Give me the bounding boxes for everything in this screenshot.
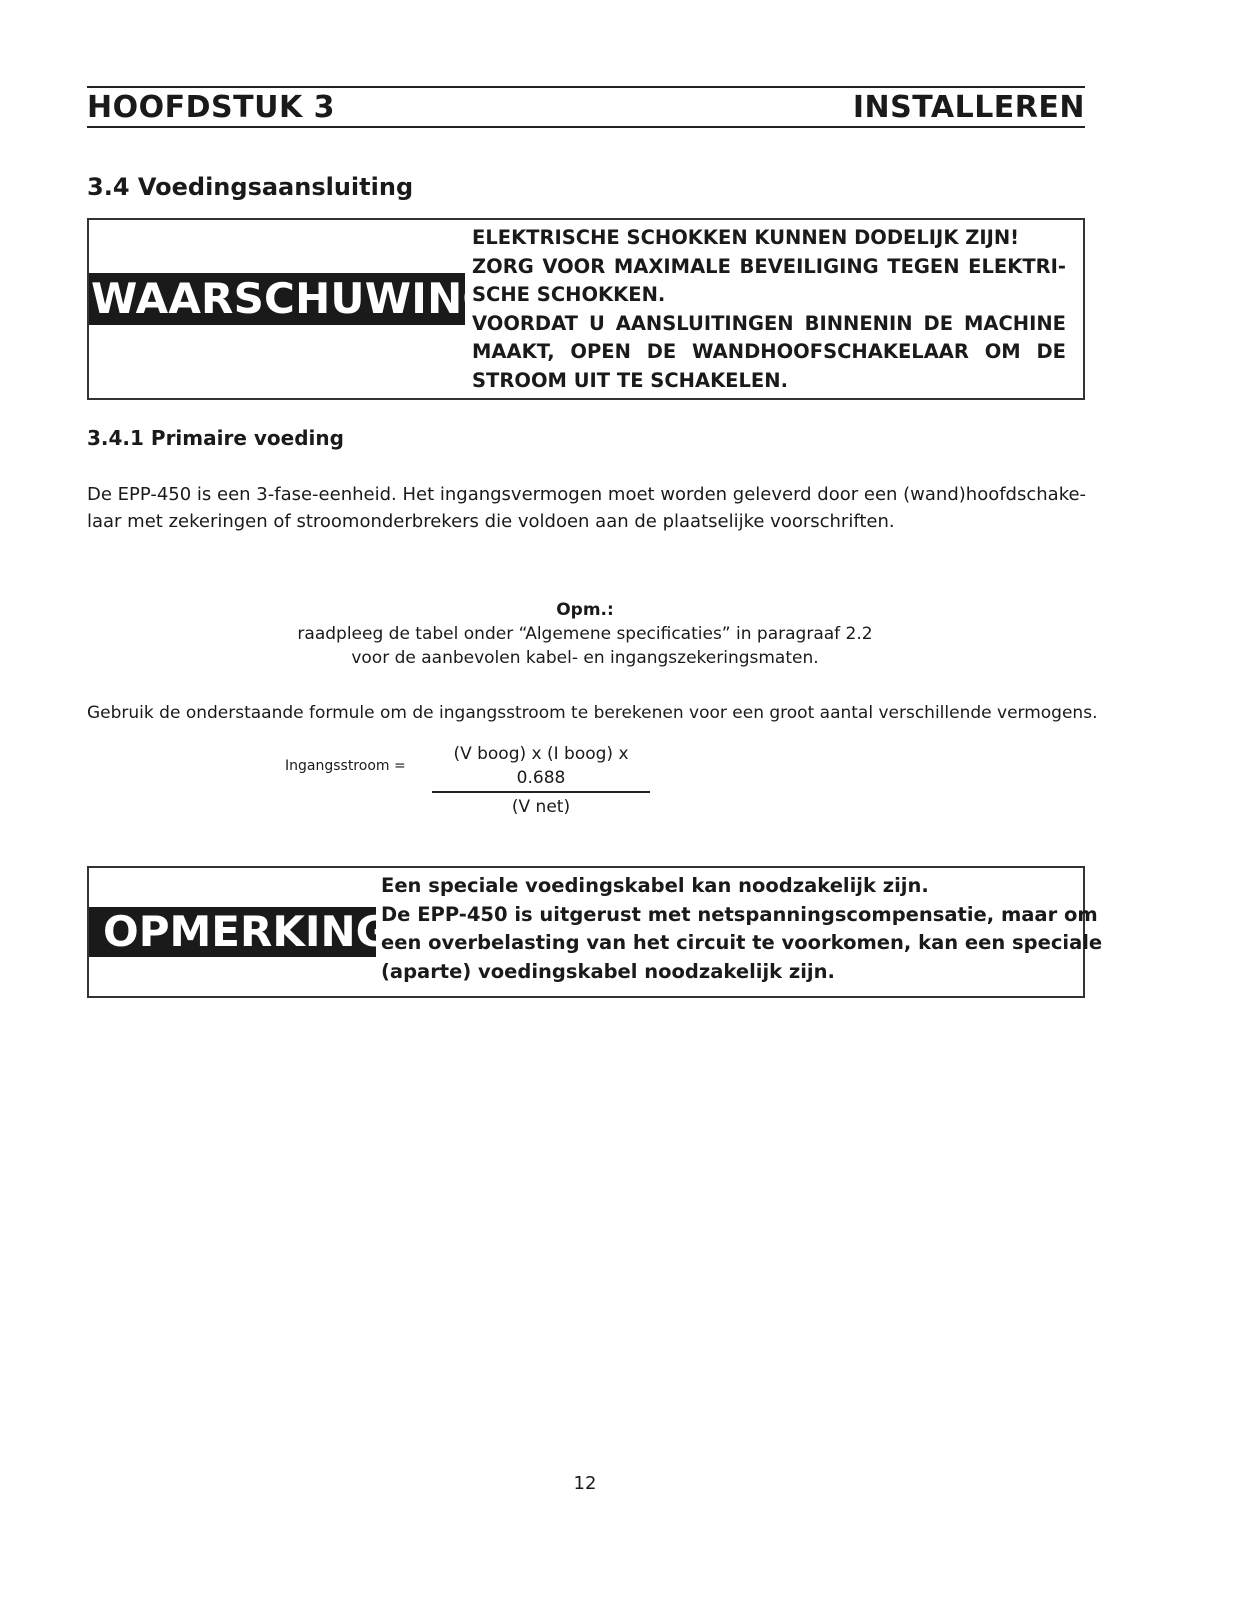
warning-line: ELEKTRISCHE SCHOKKEN KUNNEN DODELIJK ZIJN! <box>472 226 1020 249</box>
subsection-title: 3.4.1 Primaire voeding <box>87 426 344 450</box>
warning-box <box>87 218 1085 400</box>
warning-line: MAAKT, OPEN DE WANDHOOFSCHAKELAAR OM DE <box>472 340 1066 363</box>
formula-denominator: (V net) <box>511 797 571 817</box>
warning-line: SCHE SCHOKKEN. <box>472 283 666 306</box>
centered-note <box>87 598 1083 670</box>
remark-line: De EPP-450 is uitgerust met netspanningscompensatie, maar om <box>381 902 1098 926</box>
paragraph-line: De EPP-450 is een 3-fase-eenheid. Het ingangsvermogen moet worden geleverd door een (wand)hoofdschake- <box>87 484 1087 505</box>
header-bottom-rule <box>87 126 1085 128</box>
formula-left-side: Ingangsstroom = <box>285 758 406 774</box>
formula-numerator: (V boog) x (I boog) x 0.688 <box>432 742 650 793</box>
formula-intro: Gebruik de onderstaande formule om de ingangsstroom te berekenen voor een groot aantal verschillende vermogens. <box>87 703 1098 723</box>
warning-label: WAARSCHUWING <box>91 274 498 323</box>
note-line: voor de aanbevolen kabel- en ingangszekeringsmaten. <box>351 648 819 668</box>
remark-line: Een speciale voedingskabel kan noodzakelijk zijn. <box>381 874 929 897</box>
header-top-rule <box>87 86 1085 88</box>
note-heading: Opm.: <box>556 600 614 620</box>
remark-line: (aparte) voedingskabel noodzakelijk zijn. <box>381 959 835 983</box>
warning-line: ZORG VOOR MAXIMALE BEVEILIGING TEGEN ELEKTRI- <box>472 254 1066 278</box>
warning-text <box>472 224 1066 395</box>
section-title: 3.4 Voedingsaansluiting <box>87 173 414 201</box>
page-number: 12 <box>573 1473 597 1494</box>
note-line: raadpleeg de tabel onder “Algemene specificaties” in paragraaf 2.2 <box>297 624 873 644</box>
remark-line: een overbelasting van het circuit te voorkomen, kan een speciale <box>381 931 1103 954</box>
body-paragraph <box>87 481 1087 535</box>
warning-line: VOORDAT U AANSLUITINGEN BINNENIN DE MACHINE <box>472 311 1066 335</box>
chapter-title: INSTALLEREN <box>852 90 1085 125</box>
chapter-heading: HOOFDSTUK 3 <box>87 90 336 125</box>
remark-box <box>87 866 1103 998</box>
warning-line: STROOM UIT TE SCHAKELEN. <box>472 368 788 392</box>
remark-text <box>381 872 1103 986</box>
formula-fraction <box>432 742 650 819</box>
paragraph-line: laar met zekeringen of stroomonderbrekers die voldoen aan de plaatselijke voorschriften. <box>87 511 895 532</box>
remark-label: OPMERKING <box>89 907 376 957</box>
